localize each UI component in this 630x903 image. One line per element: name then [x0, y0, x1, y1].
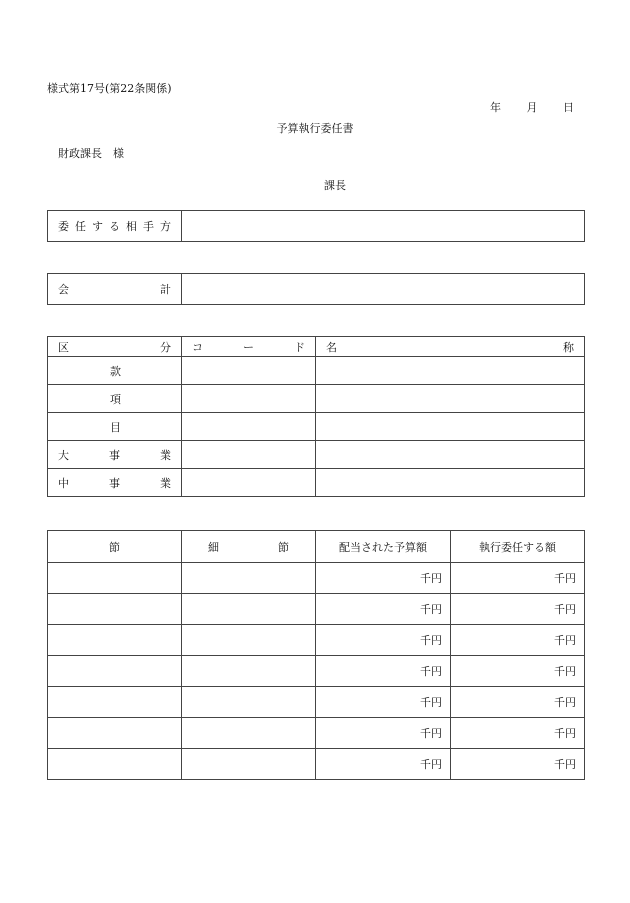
code-cell[interactable]	[182, 357, 316, 385]
row-label-major-project: 大 事 業	[48, 441, 182, 469]
name-cell[interactable]	[316, 357, 585, 385]
table-row	[48, 563, 585, 594]
section-cell[interactable]	[48, 687, 182, 718]
date-month-label: 月	[526, 101, 538, 114]
allocated-amount-cell[interactable]: 千円	[316, 687, 451, 718]
accounting-table	[47, 273, 585, 305]
section-cell[interactable]	[48, 749, 182, 780]
subsection-cell[interactable]	[182, 687, 316, 718]
allocated-amount-cell[interactable]: 千円	[316, 718, 451, 749]
accounting-value[interactable]	[182, 274, 585, 305]
name-cell[interactable]	[316, 441, 585, 469]
header-section: 節	[48, 531, 182, 563]
header-subsection: 細 節	[182, 531, 316, 563]
sender: 課長	[324, 179, 346, 192]
header-code: コ ー ド	[182, 337, 316, 357]
delegated-amount-cell[interactable]: 千円	[451, 718, 585, 749]
subsection-cell[interactable]	[182, 749, 316, 780]
allocated-amount-cell[interactable]: 千円	[316, 563, 451, 594]
table-row	[48, 718, 585, 749]
document-title: 予算執行委任書	[276, 122, 354, 135]
subsection-cell[interactable]	[182, 656, 316, 687]
date-day-label: 日	[563, 101, 574, 114]
code-cell[interactable]	[182, 469, 316, 497]
table-row	[48, 413, 585, 441]
name-cell[interactable]	[316, 469, 585, 497]
header-name: 名 称	[316, 337, 585, 357]
subsection-cell[interactable]	[182, 718, 316, 749]
delegated-amount-cell[interactable]: 千円	[451, 563, 585, 594]
name-cell[interactable]	[316, 385, 585, 413]
table-row	[48, 656, 585, 687]
table-row	[48, 357, 585, 385]
allocated-amount-cell[interactable]: 千円	[316, 625, 451, 656]
row-label-kou: 項	[48, 385, 182, 413]
allocated-amount-cell[interactable]: 千円	[316, 594, 451, 625]
header-allocated: 配当された予算額	[316, 531, 451, 563]
code-cell[interactable]	[182, 441, 316, 469]
delegated-amount-cell[interactable]: 千円	[451, 656, 585, 687]
subsection-cell[interactable]	[182, 594, 316, 625]
table-row	[48, 687, 585, 718]
budget-table	[47, 530, 585, 780]
accounting-label: 会 計	[48, 274, 182, 305]
header-delegated: 執行委任する額	[451, 531, 585, 563]
table-row	[48, 749, 585, 780]
delegatee-label: 委 任 す る 相 手 方	[48, 211, 182, 242]
row-label-kan: 款	[48, 357, 182, 385]
date-line	[490, 99, 574, 115]
section-cell[interactable]	[48, 718, 182, 749]
delegated-amount-cell[interactable]: 千円	[451, 625, 585, 656]
code-cell[interactable]	[182, 385, 316, 413]
code-cell[interactable]	[182, 413, 316, 441]
section-cell[interactable]	[48, 625, 182, 656]
name-cell[interactable]	[316, 413, 585, 441]
header-category: 区 分	[48, 337, 182, 357]
delegatee-table	[47, 210, 585, 242]
allocated-amount-cell[interactable]: 千円	[316, 656, 451, 687]
budget-header-row	[48, 531, 585, 563]
allocated-amount-cell[interactable]: 千円	[316, 749, 451, 780]
classification-header-row	[48, 337, 585, 357]
row-label-moku: 目	[48, 413, 182, 441]
row-label-mid-project: 中 事 業	[48, 469, 182, 497]
form-number: 様式第17号(第22条関係)	[47, 82, 172, 95]
table-row	[48, 441, 585, 469]
addressee: 財政課長 様	[58, 147, 124, 160]
classification-table	[47, 336, 585, 497]
table-row	[48, 594, 585, 625]
delegated-amount-cell[interactable]: 千円	[451, 687, 585, 718]
table-row	[48, 625, 585, 656]
table-row	[48, 385, 585, 413]
table-row	[48, 469, 585, 497]
section-cell[interactable]	[48, 656, 182, 687]
date-year-label: 年	[490, 101, 501, 114]
delegated-amount-cell[interactable]: 千円	[451, 594, 585, 625]
section-cell[interactable]	[48, 594, 182, 625]
delegatee-value[interactable]	[182, 211, 585, 242]
section-cell[interactable]	[48, 563, 182, 594]
subsection-cell[interactable]	[182, 563, 316, 594]
delegated-amount-cell[interactable]: 千円	[451, 749, 585, 780]
subsection-cell[interactable]	[182, 625, 316, 656]
